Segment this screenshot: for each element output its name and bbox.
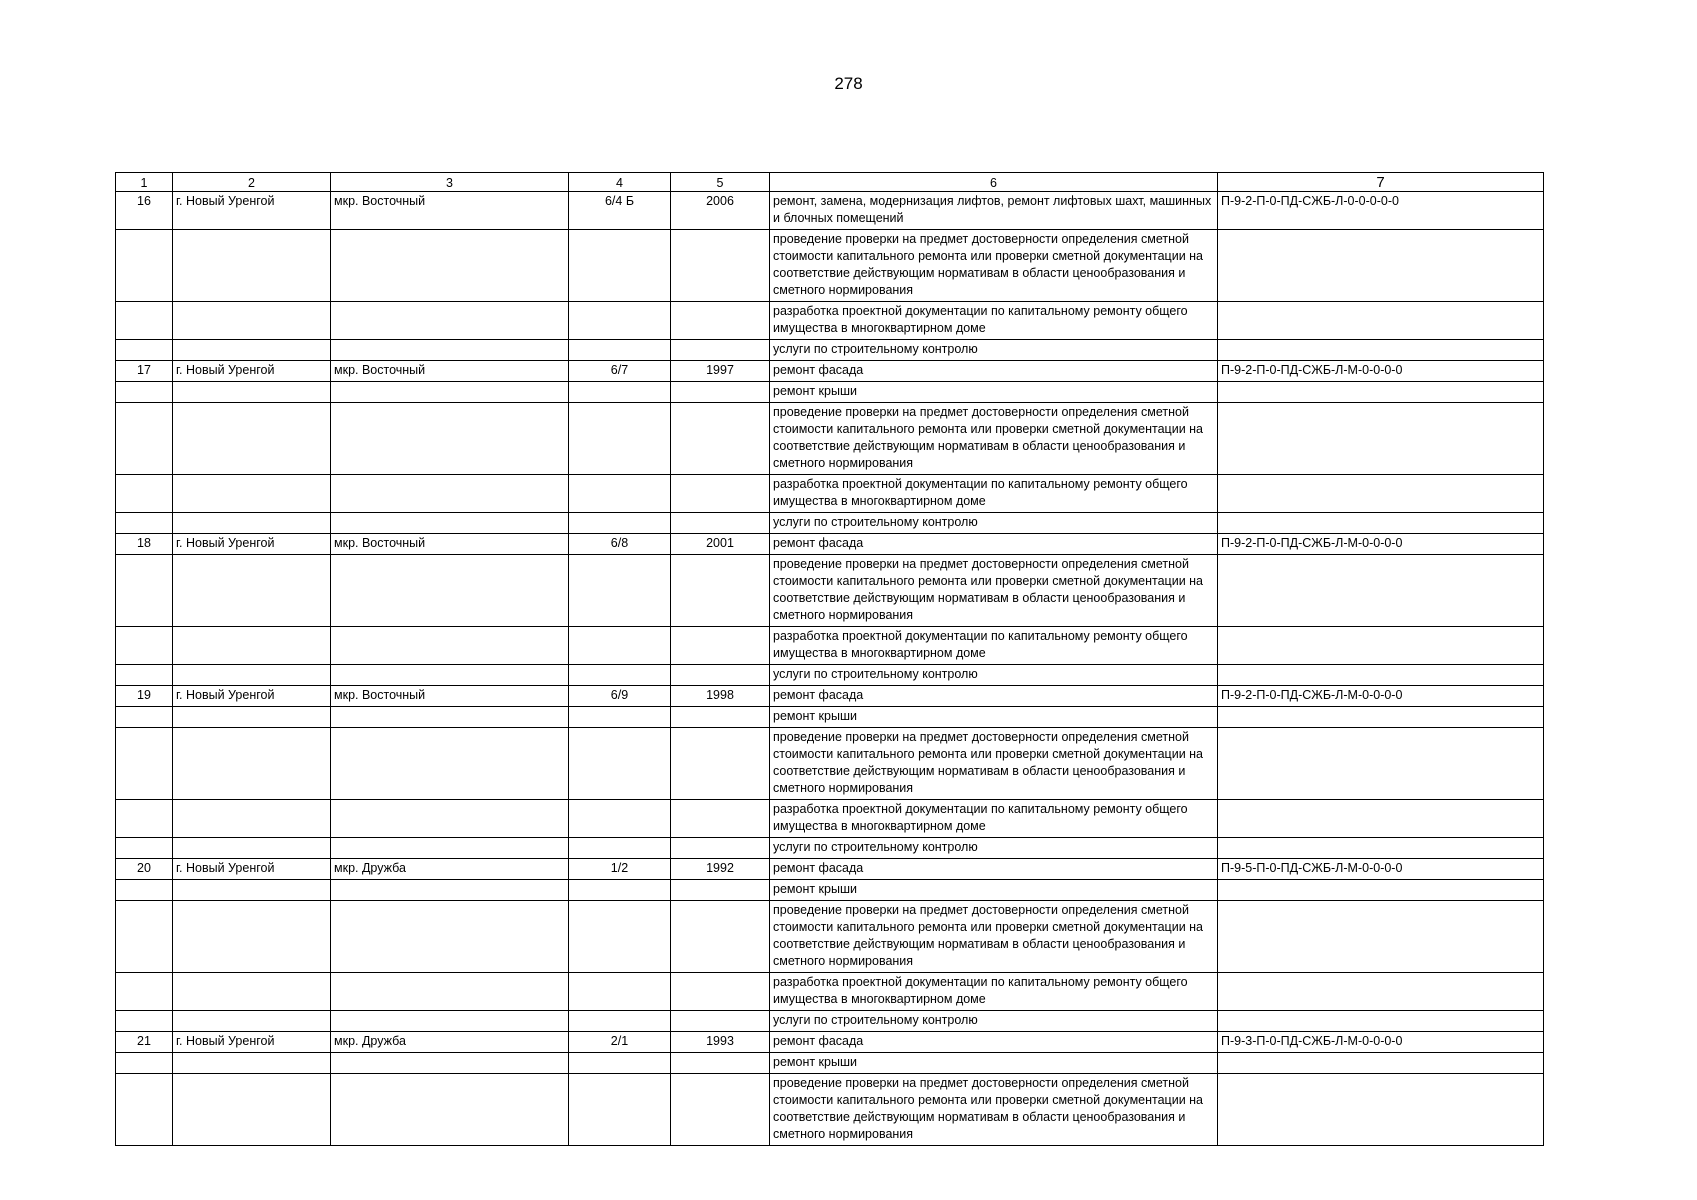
cell-house-number [569, 1011, 671, 1032]
cell-work-type: разработка проектной документации по капитальному ремонту общего имущества в многоквартирном доме [770, 475, 1218, 513]
cell-city: г. Новый Уренгой [173, 1032, 331, 1053]
cell-house-number: 6/4 Б [569, 192, 671, 230]
cell-build-year [671, 627, 770, 665]
table-body [116, 173, 1544, 1146]
cell-district [331, 382, 569, 403]
table-row [116, 800, 1544, 838]
cell-house-number [569, 627, 671, 665]
cell-build-year [671, 973, 770, 1011]
cell-building-code [1218, 838, 1544, 859]
cell-house-number: 1/2 [569, 859, 671, 880]
cell-row-number [116, 1053, 173, 1074]
cell-build-year [671, 1074, 770, 1146]
table-row [116, 973, 1544, 1011]
cell-building-code [1218, 403, 1544, 475]
cell-build-year [671, 555, 770, 627]
table-row [116, 534, 1544, 555]
cell-work-type: проведение проверки на предмет достоверности определения сметной стоимости капитального ремонта или проверки сметной документации на соответствие действующим нормативам в области ценообразования и сметного нормирования [770, 901, 1218, 973]
cell-row-number: 17 [116, 361, 173, 382]
cell-row-number: 20 [116, 859, 173, 880]
cell-house-number: 6/8 [569, 534, 671, 555]
cell-build-year [671, 1011, 770, 1032]
cell-city [173, 1011, 331, 1032]
cell-work-type: разработка проектной документации по капитальному ремонту общего имущества в многоквартирном доме [770, 302, 1218, 340]
cell-district: мкр. Дружба [331, 859, 569, 880]
cell-district [331, 475, 569, 513]
cell-work-type: услуги по строительному контролю [770, 838, 1218, 859]
cell-house-number [569, 513, 671, 534]
cell-building-code [1218, 513, 1544, 534]
cell-district [331, 973, 569, 1011]
cell-building-code [1218, 555, 1544, 627]
cell-district: мкр. Восточный [331, 534, 569, 555]
cell-work-type: услуги по строительному контролю [770, 1011, 1218, 1032]
cell-house-number [569, 555, 671, 627]
cell-row-number [116, 302, 173, 340]
cell-district: мкр. Восточный [331, 361, 569, 382]
cell-building-code: П-9-5-П-0-ПД-СЖБ-Л-М-0-0-0-0 [1218, 859, 1544, 880]
header-cell-7: 7 [1218, 173, 1544, 192]
cell-city: г. Новый Уренгой [173, 192, 331, 230]
cell-district [331, 1053, 569, 1074]
cell-row-number: 18 [116, 534, 173, 555]
cell-house-number: 2/1 [569, 1032, 671, 1053]
cell-city [173, 973, 331, 1011]
cell-city [173, 555, 331, 627]
cell-building-code: П-9-2-П-0-ПД-СЖБ-Л-М-0-0-0-0 [1218, 686, 1544, 707]
cell-work-type: проведение проверки на предмет достоверности определения сметной стоимости капитального ремонта или проверки сметной документации на соответствие действующим нормативам в области ценообразования и сметного нормирования [770, 1074, 1218, 1146]
cell-row-number [116, 340, 173, 361]
cell-house-number [569, 707, 671, 728]
cell-work-type: разработка проектной документации по капитальному ремонту общего имущества в многоквартирном доме [770, 973, 1218, 1011]
header-cell-2: 2 [173, 173, 331, 192]
cell-work-type: ремонт фасада [770, 859, 1218, 880]
cell-city [173, 302, 331, 340]
cell-work-type: ремонт крыши [770, 707, 1218, 728]
table-row [116, 859, 1544, 880]
cell-work-type: проведение проверки на предмет достоверности определения сметной стоимости капитального ремонта или проверки сметной документации на соответствие действующим нормативам в области ценообразования и сметного нормирования [770, 403, 1218, 475]
cell-row-number [116, 627, 173, 665]
cell-build-year [671, 1053, 770, 1074]
cell-building-code [1218, 1053, 1544, 1074]
cell-building-code: П-9-2-П-0-ПД-СЖБ-Л-М-0-0-0-0 [1218, 534, 1544, 555]
cell-build-year [671, 728, 770, 800]
table-row [116, 880, 1544, 901]
table-row [116, 1053, 1544, 1074]
table-row [116, 1032, 1544, 1053]
cell-row-number [116, 230, 173, 302]
cell-build-year [671, 880, 770, 901]
cell-work-type: ремонт фасада [770, 686, 1218, 707]
cell-house-number [569, 838, 671, 859]
header-cell-3: 3 [331, 173, 569, 192]
cell-building-code [1218, 973, 1544, 1011]
cell-house-number [569, 973, 671, 1011]
table-row [116, 901, 1544, 973]
cell-row-number [116, 901, 173, 973]
cell-row-number [116, 800, 173, 838]
cell-city [173, 403, 331, 475]
cell-build-year [671, 340, 770, 361]
cell-building-code [1218, 302, 1544, 340]
cell-city [173, 901, 331, 973]
cell-district [331, 901, 569, 973]
header-cell-1: 1 [116, 173, 173, 192]
table-row [116, 361, 1544, 382]
cell-work-type: ремонт фасада [770, 361, 1218, 382]
cell-district [331, 665, 569, 686]
cell-row-number [116, 973, 173, 1011]
cell-city: г. Новый Уренгой [173, 534, 331, 555]
cell-row-number [116, 475, 173, 513]
cell-building-code [1218, 728, 1544, 800]
cell-district [331, 627, 569, 665]
cell-work-type: проведение проверки на предмет достоверности определения сметной стоимости капитального ремонта или проверки сметной документации на соответствие действующим нормативам в области ценообразования и сметного нормирования [770, 230, 1218, 302]
cell-district [331, 230, 569, 302]
cell-house-number [569, 302, 671, 340]
cell-build-year: 1997 [671, 361, 770, 382]
table-row [116, 513, 1544, 534]
cell-build-year: 1992 [671, 859, 770, 880]
cell-row-number [116, 403, 173, 475]
cell-house-number [569, 901, 671, 973]
cell-house-number [569, 382, 671, 403]
cell-row-number: 21 [116, 1032, 173, 1053]
cell-work-type: ремонт крыши [770, 880, 1218, 901]
cell-city: г. Новый Уренгой [173, 686, 331, 707]
cell-house-number [569, 230, 671, 302]
cell-building-code [1218, 665, 1544, 686]
cell-city [173, 707, 331, 728]
cell-build-year: 2006 [671, 192, 770, 230]
cell-building-code [1218, 627, 1544, 665]
table-row [116, 838, 1544, 859]
cell-row-number [116, 665, 173, 686]
cell-city: г. Новый Уренгой [173, 859, 331, 880]
cell-building-code [1218, 382, 1544, 403]
header-cell-5: 5 [671, 173, 770, 192]
cell-house-number [569, 1053, 671, 1074]
cell-build-year [671, 475, 770, 513]
cell-build-year [671, 302, 770, 340]
cell-work-type: проведение проверки на предмет достоверности определения сметной стоимости капитального ремонта или проверки сметной документации на соответствие действующим нормативам в области ценообразования и сметного нормирования [770, 555, 1218, 627]
cell-work-type: услуги по строительному контролю [770, 513, 1218, 534]
cell-house-number [569, 475, 671, 513]
cell-city: г. Новый Уренгой [173, 361, 331, 382]
cell-district [331, 707, 569, 728]
table-row [116, 192, 1544, 230]
cell-district [331, 838, 569, 859]
header-cell-4: 4 [569, 173, 671, 192]
cell-work-type: ремонт фасада [770, 1032, 1218, 1053]
cell-building-code [1218, 340, 1544, 361]
cell-building-code [1218, 880, 1544, 901]
cell-build-year: 1998 [671, 686, 770, 707]
cell-city [173, 513, 331, 534]
cell-build-year [671, 403, 770, 475]
cell-district [331, 340, 569, 361]
cell-work-type: ремонт фасада [770, 534, 1218, 555]
table-row [116, 403, 1544, 475]
page-number: 278 [834, 74, 863, 93]
cell-city [173, 1074, 331, 1146]
table-row [116, 686, 1544, 707]
works-table [115, 172, 1544, 1146]
cell-building-code [1218, 475, 1544, 513]
cell-row-number: 16 [116, 192, 173, 230]
cell-work-type: ремонт крыши [770, 1053, 1218, 1074]
cell-city [173, 728, 331, 800]
cell-build-year [671, 230, 770, 302]
table-row [116, 230, 1544, 302]
cell-district: мкр. Восточный [331, 192, 569, 230]
cell-district [331, 800, 569, 838]
cell-district: мкр. Восточный [331, 686, 569, 707]
cell-row-number [116, 555, 173, 627]
table-header-row [116, 173, 1544, 192]
cell-city [173, 838, 331, 859]
cell-row-number [116, 1011, 173, 1032]
cell-house-number [569, 1074, 671, 1146]
cell-building-code [1218, 901, 1544, 973]
cell-row-number [116, 707, 173, 728]
cell-district [331, 1074, 569, 1146]
cell-work-type: услуги по строительному контролю [770, 665, 1218, 686]
header-cell-6: 6 [770, 173, 1218, 192]
cell-building-code: П-9-2-П-0-ПД-СЖБ-Л-0-0-0-0-0 [1218, 192, 1544, 230]
cell-city [173, 382, 331, 403]
cell-district [331, 302, 569, 340]
cell-row-number [116, 880, 173, 901]
table-row [116, 555, 1544, 627]
cell-row-number [116, 382, 173, 403]
cell-district [331, 513, 569, 534]
cell-house-number: 6/9 [569, 686, 671, 707]
cell-city [173, 230, 331, 302]
cell-house-number [569, 665, 671, 686]
cell-build-year: 2001 [671, 534, 770, 555]
cell-build-year [671, 800, 770, 838]
table-row [116, 475, 1544, 513]
cell-building-code [1218, 800, 1544, 838]
cell-house-number: 6/7 [569, 361, 671, 382]
cell-building-code [1218, 230, 1544, 302]
cell-row-number [116, 1074, 173, 1146]
cell-building-code: П-9-3-П-0-ПД-СЖБ-Л-М-0-0-0-0 [1218, 1032, 1544, 1053]
cell-build-year [671, 513, 770, 534]
table-row [116, 382, 1544, 403]
cell-house-number [569, 880, 671, 901]
cell-build-year [671, 707, 770, 728]
table-row [116, 1074, 1544, 1146]
cell-building-code [1218, 1011, 1544, 1032]
cell-build-year: 1993 [671, 1032, 770, 1053]
cell-district [331, 880, 569, 901]
cell-district [331, 403, 569, 475]
table-row [116, 302, 1544, 340]
cell-row-number: 19 [116, 686, 173, 707]
cell-city [173, 627, 331, 665]
table-row [116, 340, 1544, 361]
cell-city [173, 475, 331, 513]
cell-building-code: П-9-2-П-0-ПД-СЖБ-Л-М-0-0-0-0 [1218, 361, 1544, 382]
cell-work-type: ремонт крыши [770, 382, 1218, 403]
cell-build-year [671, 901, 770, 973]
cell-build-year [671, 382, 770, 403]
cell-building-code [1218, 707, 1544, 728]
cell-work-type: разработка проектной документации по капитальному ремонту общего имущества в многоквартирном доме [770, 627, 1218, 665]
cell-district [331, 728, 569, 800]
cell-city [173, 800, 331, 838]
table-row [116, 665, 1544, 686]
cell-row-number [116, 838, 173, 859]
cell-city [173, 1053, 331, 1074]
cell-district: мкр. Дружба [331, 1032, 569, 1053]
cell-work-type: разработка проектной документации по капитальному ремонту общего имущества в многоквартирном доме [770, 800, 1218, 838]
cell-city [173, 665, 331, 686]
cell-district [331, 1011, 569, 1032]
cell-city [173, 340, 331, 361]
cell-build-year [671, 665, 770, 686]
table-row [116, 728, 1544, 800]
cell-house-number [569, 340, 671, 361]
cell-work-type: услуги по строительному контролю [770, 340, 1218, 361]
cell-row-number [116, 728, 173, 800]
table-row [116, 627, 1544, 665]
cell-row-number [116, 513, 173, 534]
cell-city [173, 880, 331, 901]
cell-work-type: ремонт, замена, модернизация лифтов, ремонт лифтовых шахт, машинных и блочных помещений [770, 192, 1218, 230]
cell-work-type: проведение проверки на предмет достоверности определения сметной стоимости капитального ремонта или проверки сметной документации на соответствие действующим нормативам в области ценообразования и сметного нормирования [770, 728, 1218, 800]
cell-build-year [671, 838, 770, 859]
cell-district [331, 555, 569, 627]
cell-house-number [569, 728, 671, 800]
cell-house-number [569, 403, 671, 475]
cell-house-number [569, 800, 671, 838]
table-row [116, 1011, 1544, 1032]
table-row [116, 707, 1544, 728]
cell-building-code [1218, 1074, 1544, 1146]
